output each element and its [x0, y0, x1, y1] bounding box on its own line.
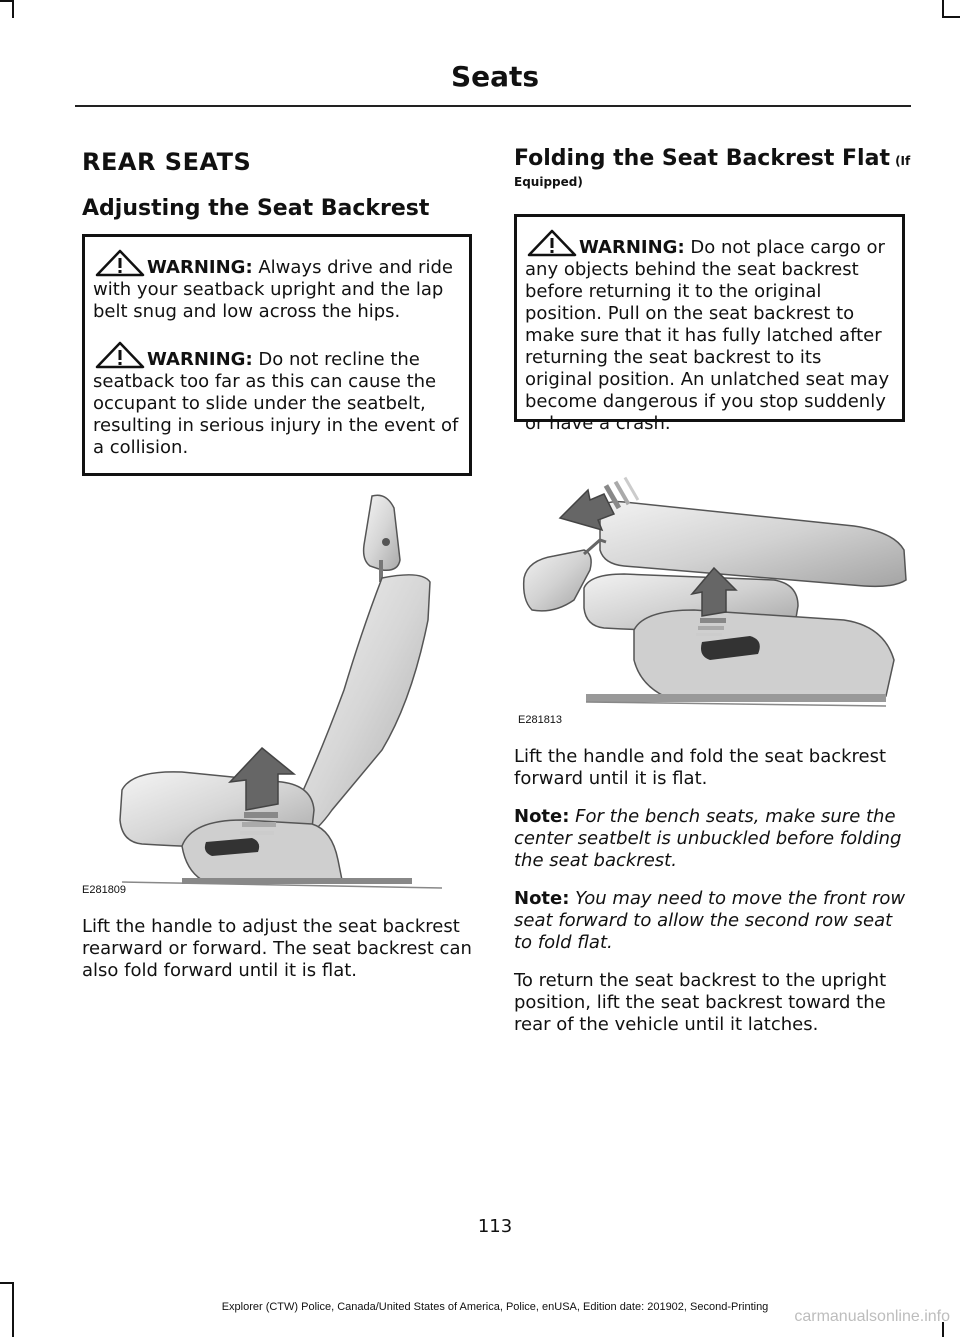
section-title: REAR SEATS	[82, 148, 252, 176]
header-divider	[75, 105, 911, 107]
warning-paragraph	[93, 249, 461, 323]
body-text: Lift the handle to adjust the seat backrest rearward or forward. The seat backrest can also fold forward until it is flat.	[82, 916, 472, 981]
body-text: Lift the handle and fold the seat backrest forward until it is flat.	[514, 746, 887, 789]
figure-code: E281809	[82, 884, 127, 896]
warning-triangle-icon	[525, 229, 579, 257]
warning-label: WARNING:	[147, 349, 253, 370]
note-label: Note:	[514, 806, 570, 827]
crop-mark	[944, 16, 960, 18]
warning-box	[514, 214, 905, 434]
seat-fold-flat-illustration	[514, 470, 912, 730]
watermark: carmanualsonline.info	[794, 1308, 950, 1325]
subsection-suffix: (If Equipped)	[514, 154, 911, 189]
note-paragraph	[514, 888, 906, 954]
warning-label: WARNING:	[147, 257, 253, 278]
seat-backrest-adjust-illustration	[82, 490, 472, 900]
page-number: 113	[477, 1216, 513, 1237]
subsection-heading	[514, 146, 914, 190]
subsection-title: Adjusting the Seat Backrest	[82, 196, 430, 221]
note-text: For the bench seats, make sure the center seatbelt is unbuckled before folding the seat backrest.	[514, 806, 902, 871]
body-flow	[514, 746, 906, 1036]
warning-text: Always drive and ride with your seatback upright and the lap belt snug and low across the hips.	[93, 257, 453, 322]
warning-paragraph	[525, 229, 894, 435]
warning-text: Do not place cargo or any objects behind the seat backrest before returning it to the original position. Pull on the seat backrest to make sure that it has fully latched after returning the seat backrest to its original position. An unlatched seat may become dangerous if you stop suddenly or have a crash.	[525, 237, 890, 434]
figure-code: E281813	[518, 714, 563, 726]
warning-text: Do not recline the seatback too far as this can cause the occupant to slide under the seatbelt, resulting in serious injury in the event of a collision.	[93, 349, 459, 458]
note-paragraph	[514, 806, 906, 872]
subsection-title: Folding the Seat Backrest Flat	[514, 146, 890, 171]
warning-box	[82, 234, 472, 476]
footer-text: Explorer (CTW) Police, Canada/United States of America, Police, enUSA, Edition date: 201902, Second-Printing	[221, 1301, 769, 1313]
crop-mark	[0, 1282, 12, 1284]
crop-mark	[12, 0, 14, 18]
note-label: Note:	[514, 888, 570, 909]
warning-triangle-icon	[93, 341, 147, 369]
warning-triangle-icon	[93, 249, 147, 277]
note-text: You may need to move the front row seat forward to allow the second row seat to fold flat.	[514, 888, 906, 953]
body-text: To return the seat backrest to the upright position, lift the seat backrest toward the rear of the vehicle until it latches.	[514, 970, 887, 1035]
page-title: Seats	[450, 60, 540, 93]
warning-label: WARNING:	[579, 237, 685, 258]
warning-paragraph	[93, 341, 461, 459]
crop-mark	[0, 0, 12, 2]
